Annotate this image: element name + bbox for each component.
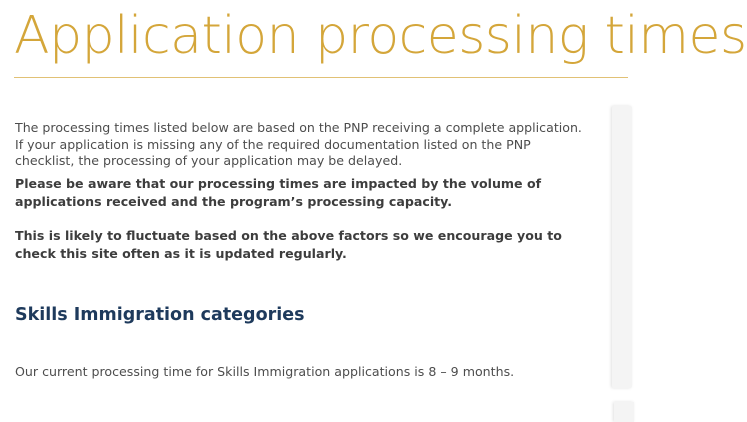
side-panel-bottom — [614, 402, 634, 422]
intro-paragraph: The processing times listed below are based on the PNP receiving a complete application. If your application is missing any of the required documentation listed on the PNP checklist, the processing of your application may be delayed. — [15, 120, 582, 168]
notice-paragraph-volume: Please be aware that our processing times are impacted by the volume of applications received and the program’s processing capacity. — [15, 175, 542, 209]
processing-time-text: Our current processing time for Skills Immigration applications is 8 – 9 months. — [15, 363, 515, 379]
section-heading: Skills Immigration categories — [15, 304, 305, 325]
main-content — [15, 120, 595, 380]
page-title: Application processing times — [14, 6, 747, 66]
title-divider — [14, 77, 628, 78]
side-panel — [612, 106, 632, 388]
notice-paragraph-fluctuate: This is likely to fluctuate based on the above factors so we encourage you to check this site often as it is updated regularly. — [15, 227, 562, 261]
